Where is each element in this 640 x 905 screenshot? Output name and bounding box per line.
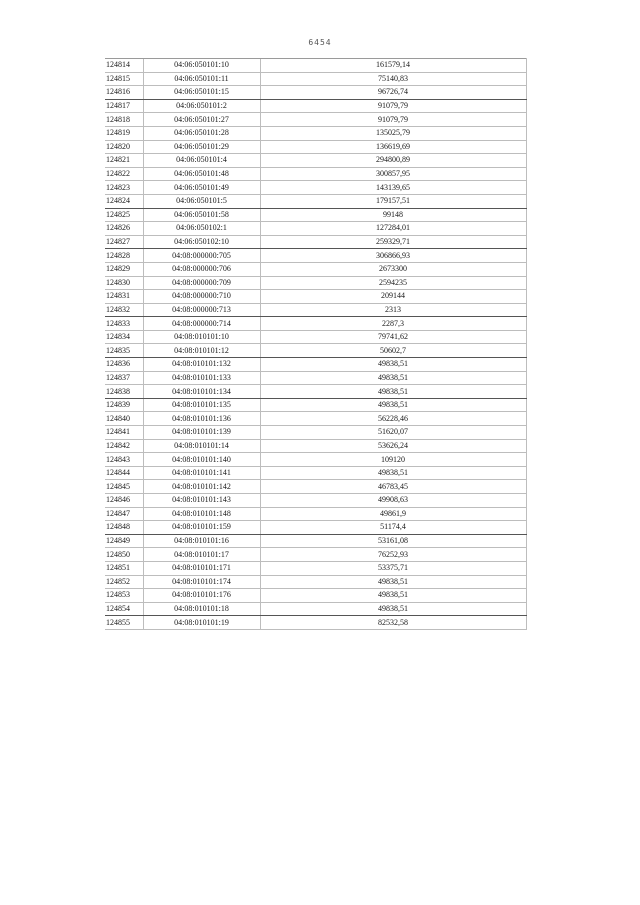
row-id-cell: 124835 — [105, 344, 143, 358]
table-row — [105, 466, 526, 480]
cadastral-value-cell: 53161,08 — [260, 534, 526, 548]
cadastral-value-cell: 53375,71 — [260, 561, 526, 575]
table-row — [105, 521, 526, 535]
cadastral-value-cell: 49838,51 — [260, 589, 526, 603]
row-id-cell: 124828 — [105, 249, 143, 263]
row-id-cell: 124847 — [105, 507, 143, 521]
row-id-cell: 124831 — [105, 290, 143, 304]
table-row — [105, 235, 526, 249]
cadastral-number-cell: 04:08:000000:710 — [143, 290, 260, 304]
cadastral-value-cell: 75140,83 — [260, 72, 526, 86]
cadastral-number-cell: 04:06:050101:27 — [143, 113, 260, 127]
cadastral-number-cell: 04:06:050101:11 — [143, 72, 260, 86]
table-row — [105, 317, 526, 331]
cadastral-number-cell: 04:08:010101:141 — [143, 466, 260, 480]
row-id-cell: 124833 — [105, 317, 143, 331]
cadastral-value-cell: 49838,51 — [260, 575, 526, 589]
cadastral-value-cell: 50602,7 — [260, 344, 526, 358]
table-row — [105, 453, 526, 467]
table-row — [105, 412, 526, 426]
cadastral-value-cell: 96726,74 — [260, 86, 526, 100]
cadastral-value-table — [105, 58, 527, 630]
table-row — [105, 194, 526, 208]
cadastral-number-cell: 04:08:010101:174 — [143, 575, 260, 589]
table-row — [105, 398, 526, 412]
row-id-cell: 124840 — [105, 412, 143, 426]
cadastral-value-cell: 91079,79 — [260, 113, 526, 127]
cadastral-number-cell: 04:06:050101:2 — [143, 99, 260, 113]
table-row — [105, 507, 526, 521]
cadastral-number-cell: 04:06:050101:28 — [143, 126, 260, 140]
row-id-cell: 124854 — [105, 602, 143, 616]
cadastral-value-cell: 79741,62 — [260, 330, 526, 344]
table-row — [105, 290, 526, 304]
cadastral-value-cell: 179157,51 — [260, 194, 526, 208]
cadastral-value-cell: 2673300 — [260, 262, 526, 276]
table-row — [105, 276, 526, 290]
row-id-cell: 124817 — [105, 99, 143, 113]
cadastral-value-cell: 46783,45 — [260, 480, 526, 494]
cadastral-value-cell: 51620,07 — [260, 426, 526, 440]
row-id-cell: 124814 — [105, 59, 143, 73]
row-id-cell: 124855 — [105, 616, 143, 630]
cadastral-number-cell: 04:08:010101:171 — [143, 561, 260, 575]
table-row — [105, 344, 526, 358]
table-row — [105, 208, 526, 222]
row-id-cell: 124851 — [105, 561, 143, 575]
cadastral-value-cell: 2594235 — [260, 276, 526, 290]
cadastral-number-cell: 04:08:010101:135 — [143, 398, 260, 412]
cadastral-value-cell: 143139,65 — [260, 181, 526, 195]
table-row — [105, 575, 526, 589]
table-row — [105, 154, 526, 168]
cadastral-number-cell: 04:08:010101:139 — [143, 426, 260, 440]
cadastral-number-cell: 04:06:050101:29 — [143, 140, 260, 154]
table-row — [105, 222, 526, 236]
table-row — [105, 59, 526, 73]
row-id-cell: 124845 — [105, 480, 143, 494]
cadastral-number-cell: 04:08:000000:705 — [143, 249, 260, 263]
cadastral-number-cell: 04:08:010101:176 — [143, 589, 260, 603]
table-row — [105, 589, 526, 603]
row-id-cell: 124843 — [105, 453, 143, 467]
cadastral-number-cell: 04:08:000000:714 — [143, 317, 260, 331]
cadastral-value-cell: 49861,9 — [260, 507, 526, 521]
cadastral-number-cell: 04:08:010101:134 — [143, 385, 260, 399]
cadastral-number-cell: 04:06:050101:10 — [143, 59, 260, 73]
cadastral-value-cell: 136619,69 — [260, 140, 526, 154]
table-row — [105, 494, 526, 508]
cadastral-value-cell: 2313 — [260, 303, 526, 317]
cadastral-table-container — [105, 58, 526, 630]
row-id-cell: 124816 — [105, 86, 143, 100]
row-id-cell: 124853 — [105, 589, 143, 603]
cadastral-value-cell: 127284,01 — [260, 222, 526, 236]
cadastral-number-cell: 04:06:050102:10 — [143, 235, 260, 249]
cadastral-value-cell: 49838,51 — [260, 371, 526, 385]
cadastral-value-cell: 91079,79 — [260, 99, 526, 113]
cadastral-value-cell: 49838,51 — [260, 358, 526, 372]
row-id-cell: 124839 — [105, 398, 143, 412]
cadastral-value-cell: 82532,58 — [260, 616, 526, 630]
cadastral-number-cell: 04:08:010101:132 — [143, 358, 260, 372]
cadastral-number-cell: 04:08:010101:10 — [143, 330, 260, 344]
cadastral-value-cell: 49838,51 — [260, 398, 526, 412]
row-id-cell: 124830 — [105, 276, 143, 290]
cadastral-value-cell: 209144 — [260, 290, 526, 304]
cadastral-value-cell: 49838,51 — [260, 466, 526, 480]
cadastral-number-cell: 04:08:010101:19 — [143, 616, 260, 630]
cadastral-number-cell: 04:06:050101:49 — [143, 181, 260, 195]
cadastral-value-cell: 49838,51 — [260, 385, 526, 399]
cadastral-value-cell: 259329,71 — [260, 235, 526, 249]
row-id-cell: 124815 — [105, 72, 143, 86]
table-row — [105, 126, 526, 140]
table-row — [105, 439, 526, 453]
row-id-cell: 124820 — [105, 140, 143, 154]
cadastral-number-cell: 04:06:050101:4 — [143, 154, 260, 168]
table-row — [105, 113, 526, 127]
cadastral-value-cell: 135025,79 — [260, 126, 526, 140]
cadastral-number-cell: 04:08:010101:18 — [143, 602, 260, 616]
row-id-cell: 124825 — [105, 208, 143, 222]
cadastral-number-cell: 04:08:010101:159 — [143, 521, 260, 535]
cadastral-number-cell: 04:08:010101:142 — [143, 480, 260, 494]
table-row — [105, 72, 526, 86]
row-id-cell: 124826 — [105, 222, 143, 236]
cadastral-value-cell: 49838,51 — [260, 602, 526, 616]
table-row — [105, 303, 526, 317]
table-row — [105, 262, 526, 276]
cadastral-number-cell: 04:08:000000:706 — [143, 262, 260, 276]
row-id-cell: 124850 — [105, 548, 143, 562]
cadastral-number-cell: 04:08:010101:16 — [143, 534, 260, 548]
row-id-cell: 124832 — [105, 303, 143, 317]
row-id-cell: 124837 — [105, 371, 143, 385]
cadastral-number-cell: 04:08:000000:709 — [143, 276, 260, 290]
row-id-cell: 124822 — [105, 167, 143, 181]
table-row — [105, 385, 526, 399]
table-row — [105, 181, 526, 195]
row-id-cell: 124838 — [105, 385, 143, 399]
table-row — [105, 167, 526, 181]
row-id-cell: 124848 — [105, 521, 143, 535]
cadastral-value-cell: 306866,93 — [260, 249, 526, 263]
cadastral-value-cell: 76252,93 — [260, 548, 526, 562]
row-id-cell: 124841 — [105, 426, 143, 440]
cadastral-number-cell: 04:08:010101:12 — [143, 344, 260, 358]
table-row — [105, 616, 526, 630]
cadastral-number-cell: 04:08:010101:14 — [143, 439, 260, 453]
cadastral-value-cell: 53626,24 — [260, 439, 526, 453]
cadastral-number-cell: 04:08:010101:17 — [143, 548, 260, 562]
cadastral-number-cell: 04:06:050101:15 — [143, 86, 260, 100]
table-row — [105, 358, 526, 372]
cadastral-number-cell: 04:08:010101:148 — [143, 507, 260, 521]
table-row — [105, 249, 526, 263]
row-id-cell: 124849 — [105, 534, 143, 548]
row-id-cell: 124834 — [105, 330, 143, 344]
cadastral-number-cell: 04:08:010101:136 — [143, 412, 260, 426]
row-id-cell: 124842 — [105, 439, 143, 453]
table-body — [105, 59, 526, 630]
row-id-cell: 124852 — [105, 575, 143, 589]
table-row — [105, 86, 526, 100]
cadastral-value-cell: 294800,89 — [260, 154, 526, 168]
row-id-cell: 124844 — [105, 466, 143, 480]
table-row — [105, 371, 526, 385]
cadastral-value-cell: 2287,3 — [260, 317, 526, 331]
row-id-cell: 124818 — [105, 113, 143, 127]
cadastral-number-cell: 04:08:010101:140 — [143, 453, 260, 467]
table-row — [105, 330, 526, 344]
table-row — [105, 140, 526, 154]
row-id-cell: 124819 — [105, 126, 143, 140]
row-id-cell: 124846 — [105, 494, 143, 508]
table-row — [105, 426, 526, 440]
cadastral-value-cell: 56228,46 — [260, 412, 526, 426]
table-row — [105, 548, 526, 562]
table-row — [105, 602, 526, 616]
table-row — [105, 99, 526, 113]
cadastral-value-cell: 51174,4 — [260, 521, 526, 535]
cadastral-number-cell: 04:06:050102:1 — [143, 222, 260, 236]
cadastral-number-cell: 04:06:050101:5 — [143, 194, 260, 208]
cadastral-value-cell: 161579,14 — [260, 59, 526, 73]
cadastral-number-cell: 04:08:000000:713 — [143, 303, 260, 317]
cadastral-value-cell: 99148 — [260, 208, 526, 222]
cadastral-value-cell: 49908,63 — [260, 494, 526, 508]
cadastral-number-cell: 04:08:010101:133 — [143, 371, 260, 385]
row-id-cell: 124821 — [105, 154, 143, 168]
row-id-cell: 124824 — [105, 194, 143, 208]
cadastral-number-cell: 04:06:050101:48 — [143, 167, 260, 181]
row-id-cell: 124836 — [105, 358, 143, 372]
cadastral-number-cell: 04:08:010101:143 — [143, 494, 260, 508]
table-row — [105, 534, 526, 548]
page-number: 6454 — [308, 38, 332, 47]
cadastral-number-cell: 04:06:050101:58 — [143, 208, 260, 222]
table-row — [105, 480, 526, 494]
row-id-cell: 124829 — [105, 262, 143, 276]
cadastral-value-cell: 109120 — [260, 453, 526, 467]
row-id-cell: 124823 — [105, 181, 143, 195]
table-row — [105, 561, 526, 575]
row-id-cell: 124827 — [105, 235, 143, 249]
cadastral-value-cell: 300857,95 — [260, 167, 526, 181]
